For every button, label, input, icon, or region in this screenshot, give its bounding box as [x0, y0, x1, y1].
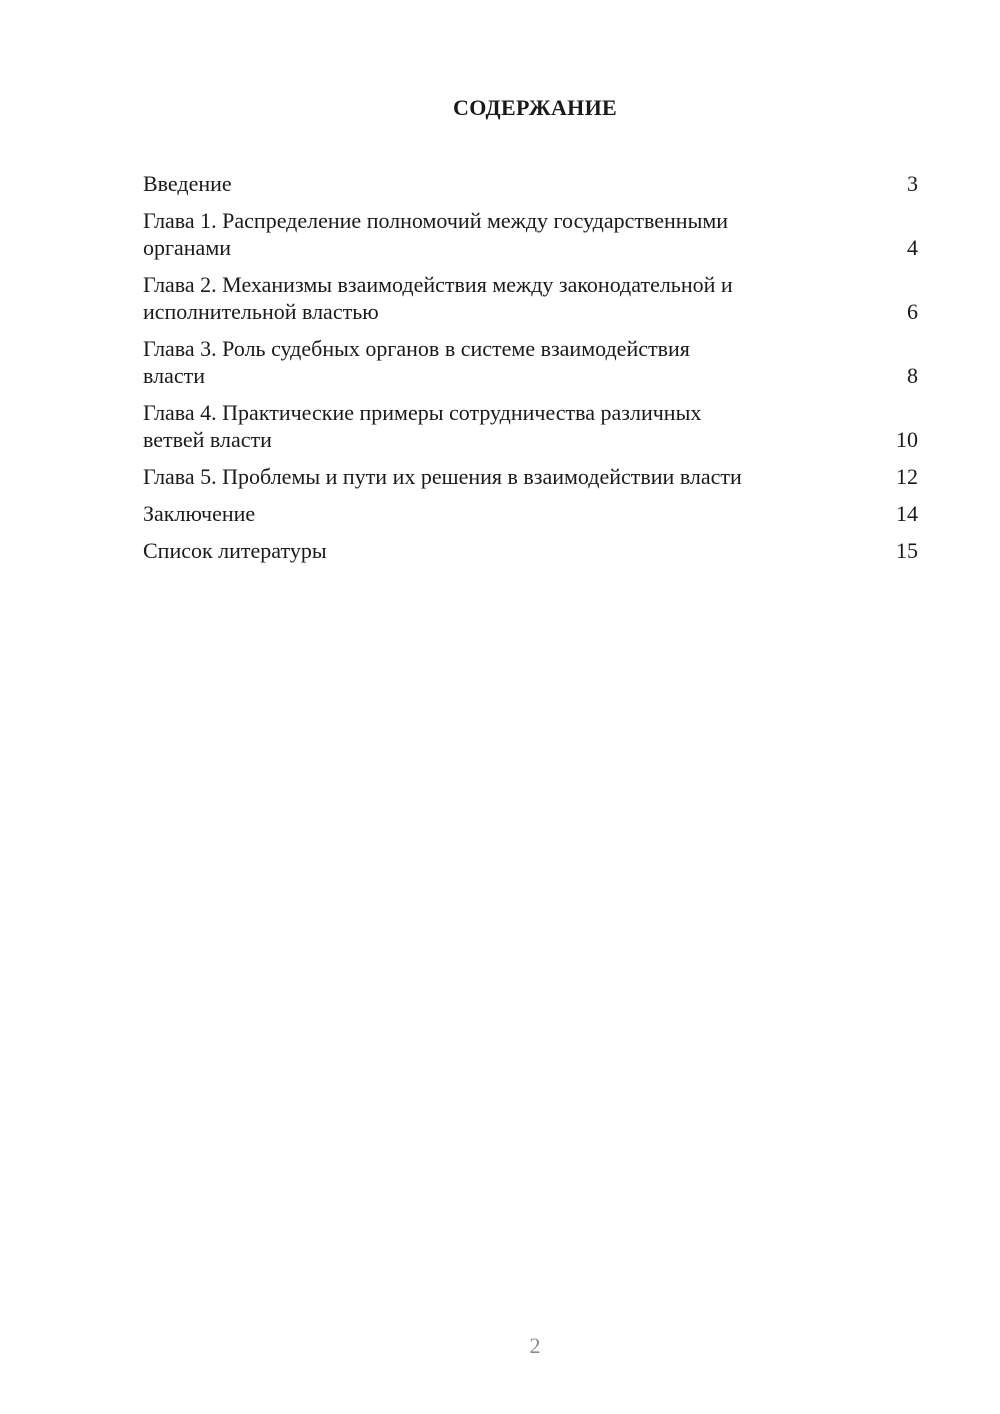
page-title: СОДЕРЖАНИЕ	[453, 95, 617, 120]
toc-entry-label	[143, 399, 863, 453]
toc-entry-line: органами	[143, 235, 232, 260]
toc-entry-page: 15	[896, 538, 918, 563]
toc-entry-label	[143, 271, 863, 325]
toc-entry-page: 12	[896, 464, 918, 489]
toc-entry-line: Список литературы	[143, 538, 327, 563]
toc-entry-chapter-2	[143, 271, 918, 325]
toc-entry-line: Заключение	[143, 501, 256, 526]
table-of-contents	[143, 170, 918, 574]
toc-entry-line: Глава 5. Проблемы и пути их решения в взаимодействии власти	[143, 464, 742, 489]
toc-entry-line: Глава 3. Роль судебных органов в системе взаимодействия	[143, 336, 690, 361]
toc-entry-label	[143, 500, 863, 527]
toc-entry-conclusion	[143, 500, 918, 527]
toc-entry-chapter-4	[143, 399, 918, 453]
toc-entry-page: 3	[907, 171, 918, 196]
toc-entry-label	[143, 335, 863, 389]
toc-entry-page: 4	[907, 235, 918, 260]
toc-entry-line: ветвей власти	[143, 427, 272, 452]
toc-entry-page: 14	[896, 501, 918, 526]
toc-entry-line: Введение	[143, 171, 232, 196]
toc-entry-line: Глава 1. Распределение полномочий между государственными	[143, 208, 729, 233]
toc-entry-label	[143, 463, 863, 490]
toc-entry-introduction	[143, 170, 918, 197]
toc-entry-page: 8	[907, 363, 918, 388]
toc-entry-page: 10	[896, 427, 918, 452]
toc-entry-line: власти	[143, 363, 205, 388]
toc-entry-label	[143, 170, 863, 197]
toc-entry-line: Глава 4. Практические примеры сотрудничества различных	[143, 400, 702, 425]
toc-entry-references	[143, 537, 918, 564]
page-number: 2	[529, 1333, 541, 1358]
toc-entry-page: 6	[907, 299, 918, 324]
toc-entry-line: Глава 2. Механизмы взаимодействия между законодательной и	[143, 272, 733, 297]
toc-entry-chapter-5	[143, 463, 918, 490]
toc-entry-line: исполнительной властью	[143, 299, 379, 324]
toc-entry-chapter-3	[143, 335, 918, 389]
toc-entry-label	[143, 207, 863, 261]
toc-entry-label	[143, 537, 863, 564]
toc-entry-chapter-1	[143, 207, 918, 261]
